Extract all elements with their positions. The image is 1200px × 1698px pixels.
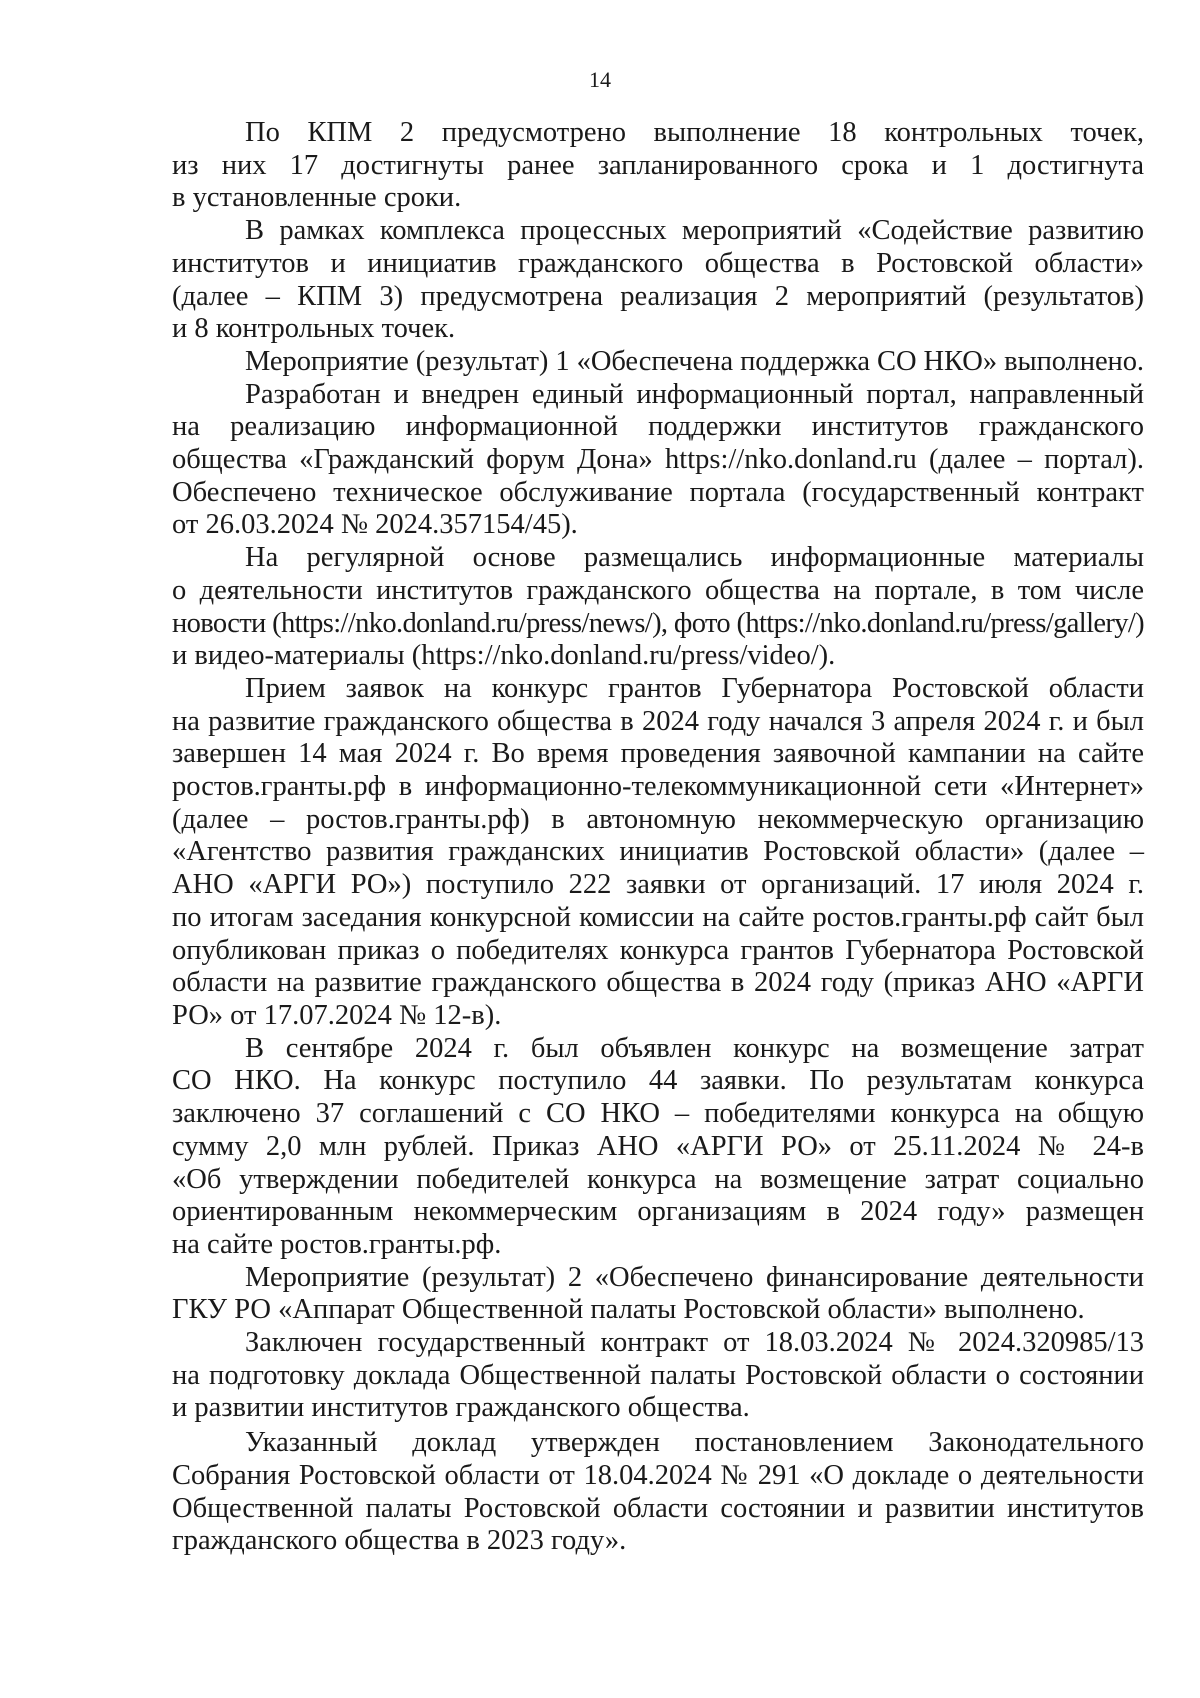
paragraph-line: институтов и инициатив гражданского общества в Ростовской области» bbox=[172, 247, 1144, 279]
paragraph-line: АНО «АРГИ РО») поступило 222 заявки от организаций. 17 июля 2024 г. bbox=[172, 869, 1144, 901]
paragraph-line: РО» от 17.07.2024 № 12-в). bbox=[172, 999, 502, 1031]
paragraph-line: «Агентство развития гражданских инициатив Ростовской области» (далее – bbox=[172, 836, 1144, 868]
paragraph-line: на сайте ростов.гранты.рф. bbox=[172, 1228, 502, 1260]
paragraph-line: Мероприятие (результат) 2 «Обеспечено финансирование деятельности bbox=[245, 1261, 1144, 1293]
paragraph-line: из них 17 достигнуты ранее запланированного срока и 1 достигнута bbox=[172, 149, 1144, 181]
page-number: 14 bbox=[589, 67, 611, 92]
paragraph-line: Обеспечено техническое обслуживание портала (государственный контракт bbox=[172, 476, 1144, 508]
paragraph-line: в установленные сроки. bbox=[172, 182, 462, 214]
paragraph-line: гражданского общества в 2023 году». bbox=[172, 1525, 627, 1557]
paragraph bbox=[172, 117, 1144, 215]
paragraph-line: В сентябре 2024 г. был объявлен конкурс на возмещение затрат bbox=[245, 1032, 1144, 1064]
paragraph bbox=[172, 1033, 1144, 1262]
paragraph-line: завершен 14 мая 2024 г. Во время проведения заявочной кампании на сайте bbox=[172, 738, 1144, 770]
paragraph-line: Указанный доклад утвержден постановлением Законодательного bbox=[245, 1427, 1144, 1459]
paragraph-line: Прием заявок на конкурс грантов Губернатора Ростовской области bbox=[245, 672, 1144, 704]
paragraph-line: о деятельности институтов гражданского общества на портале, в том числе bbox=[172, 574, 1144, 606]
paragraph-line: по итогам заседания конкурсной комиссии на сайте ростов.гранты.рф сайт был bbox=[172, 901, 1144, 933]
paragraph-line: сумму 2,0 млн рублей. Приказ АНО «АРГИ РО» от 25.11.2024 № 24-в bbox=[172, 1130, 1144, 1162]
paragraph-line: На регулярной основе размещались информационные материалы bbox=[245, 542, 1144, 574]
paragraph-line: Заключен государственный контракт от 18.03.2024 № 2024.320985/13 bbox=[245, 1327, 1144, 1359]
paragraph bbox=[172, 673, 1144, 1033]
paragraph-line: на подготовку доклада Общественной палаты Ростовской области о состоянии bbox=[172, 1359, 1144, 1391]
document-body bbox=[172, 117, 1144, 1558]
paragraph-line: на развитие гражданского общества в 2024 году начался 3 апреля 2024 г. и был bbox=[172, 705, 1144, 737]
paragraph-line: на реализацию информационной поддержки институтов гражданского bbox=[172, 411, 1144, 443]
paragraph-line: По КПМ 2 предусмотрено выполнение 18 контрольных точек, bbox=[245, 117, 1144, 148]
paragraph-line: Разработан и внедрен единый информационный портал, направленный bbox=[245, 378, 1144, 410]
paragraph-line: (далее – КПМ 3) предусмотрена реализация 2 мероприятий (результатов) bbox=[172, 280, 1144, 312]
paragraph-line: СО НКО. На конкурс поступило 44 заявки. По результатам конкурса bbox=[172, 1065, 1144, 1097]
paragraph-line: ростов.гранты.рф в информационно-телекоммуникационной сети «Интернет» bbox=[172, 771, 1144, 803]
paragraph-line: и видео-материалы (https://nko.donland.ru/press/video/). bbox=[172, 640, 836, 672]
paragraph bbox=[172, 346, 1144, 379]
paragraph-line: общества «Гражданский форум Дона» https://nko.donland.ru (далее – портал). bbox=[172, 444, 1144, 476]
paragraph bbox=[172, 379, 1144, 543]
paragraph bbox=[172, 215, 1144, 346]
paragraph bbox=[172, 542, 1144, 673]
paragraph bbox=[172, 1427, 1144, 1558]
paragraph-line: от 26.03.2024 № 2024.357154/45). bbox=[172, 509, 578, 541]
paragraph-line: и 8 контрольных точек. bbox=[172, 313, 456, 345]
paragraph bbox=[172, 1262, 1144, 1327]
paragraph-line: ориентированным некоммерческим организациям в 2024 году» размещен bbox=[172, 1196, 1144, 1228]
paragraph-line: Собрания Ростовской области от 18.04.2024 № 291 «О докладе о деятельности bbox=[172, 1459, 1144, 1491]
paragraph-line: новости (https://nko.donland.ru/press/news/), фото (https://nko.donland.ru/press/gallery/) bbox=[172, 607, 1144, 639]
paragraph-line: Общественной палаты Ростовской области состоянии и развитии институтов bbox=[172, 1492, 1144, 1524]
paragraph-line: Мероприятие (результат) 1 «Обеспечена поддержка СО НКО» выполнено. bbox=[245, 345, 1144, 377]
paragraph-line: В рамках комплекса процессных мероприятий «Содействие развитию bbox=[245, 215, 1144, 247]
paragraph-line: «Об утверждении победителей конкурса на возмещение затрат социально bbox=[172, 1163, 1144, 1195]
paragraph-line: ГКУ РО «Аппарат Общественной палаты Ростовской области» выполнено. bbox=[172, 1294, 1085, 1326]
paragraph-line: области на развитие гражданского общества в 2024 году (приказ АНО «АРГИ bbox=[172, 967, 1144, 999]
paragraph-line: опубликован приказ о победителях конкурса грантов Губернатора Ростовской bbox=[172, 934, 1144, 966]
paragraph bbox=[172, 1327, 1144, 1425]
paragraph-line: заключено 37 соглашений с СО НКО – победителями конкурса на общую bbox=[172, 1098, 1144, 1130]
paragraph-line: (далее – ростов.гранты.рф) в автономную некоммерческую организацию bbox=[172, 803, 1144, 835]
paragraph-line: и развитии институтов гражданского общества. bbox=[172, 1392, 750, 1424]
